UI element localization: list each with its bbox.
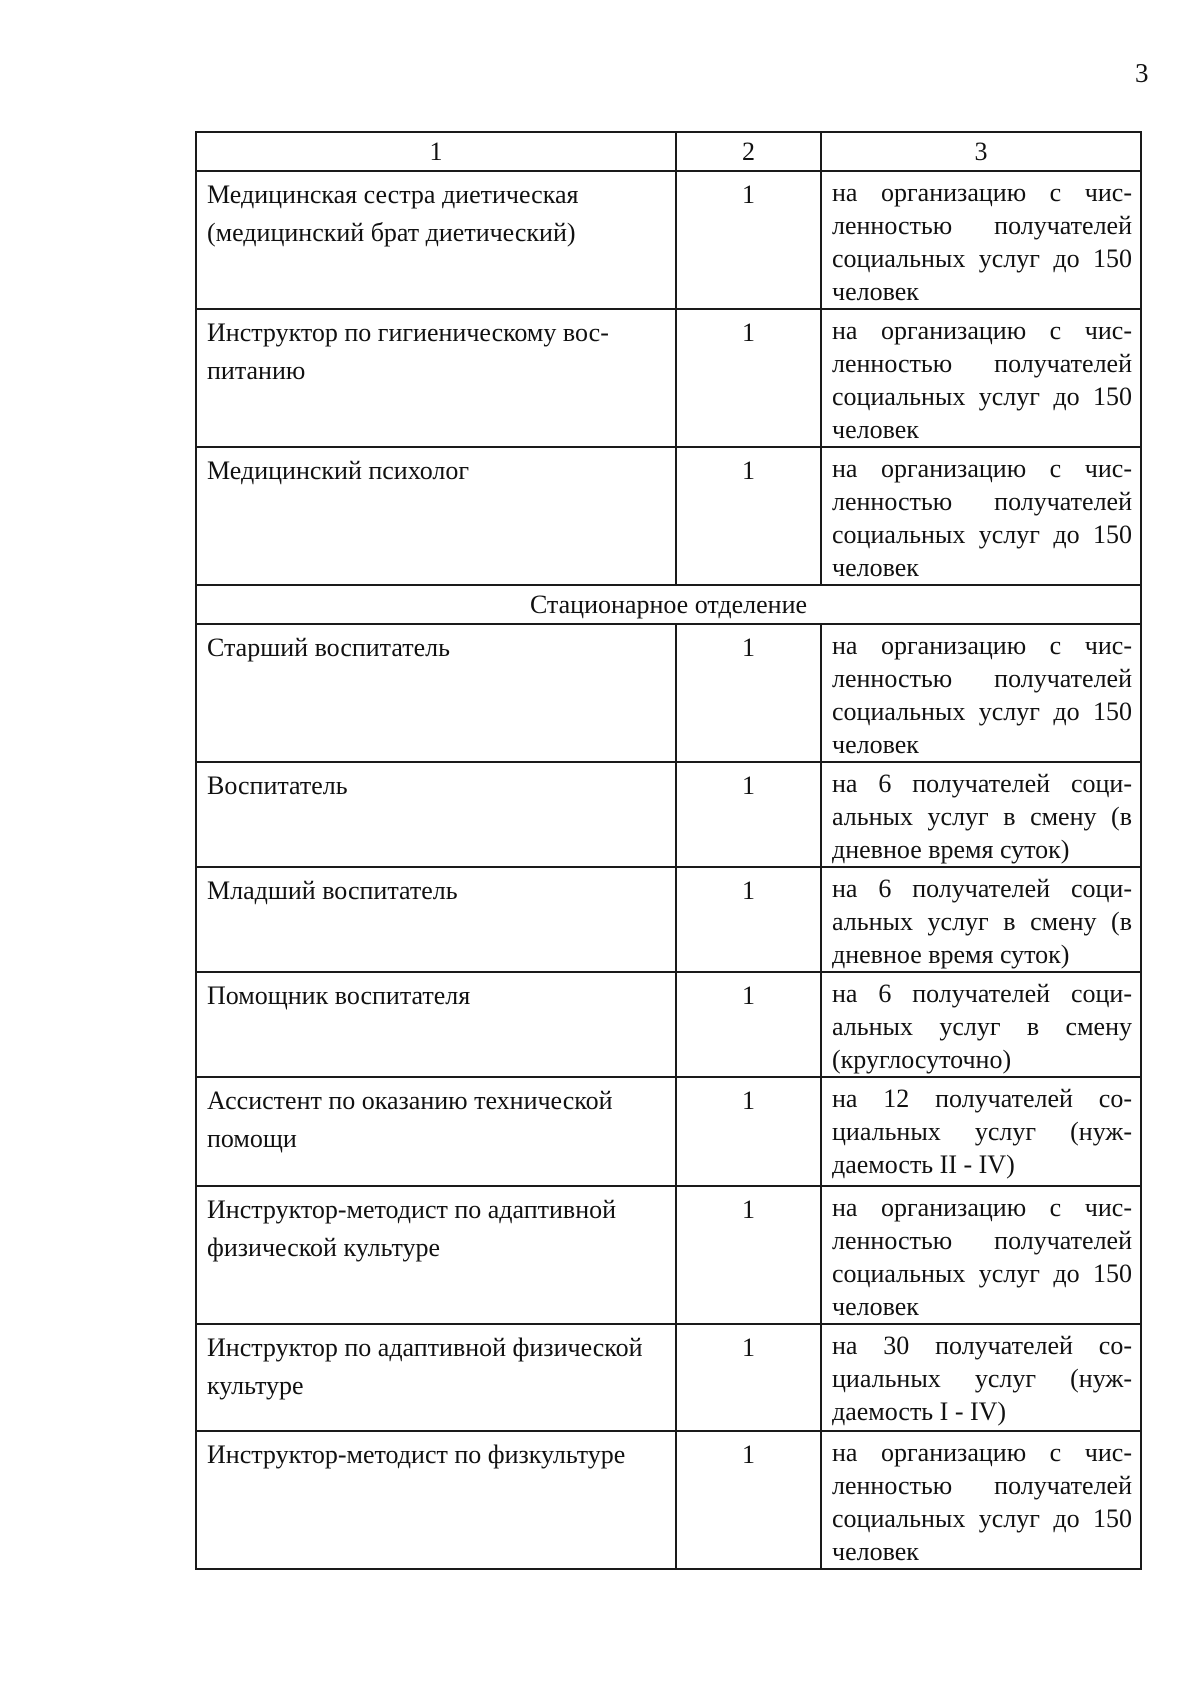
note-cell: на 30 получателей социальных услуг (нуждаемость I - IV): [821, 1324, 1141, 1431]
table-row: [196, 1431, 1141, 1569]
table-row: [196, 624, 1141, 762]
staffing-table: [195, 131, 1142, 1570]
position-cell: Младший воспитатель: [196, 867, 676, 972]
note-cell: на организацию с численностью получателей социальных услуг до 150 человек: [821, 1431, 1141, 1569]
table-row: [196, 447, 1141, 585]
count-cell: 1: [676, 447, 821, 585]
count-cell: 1: [676, 1324, 821, 1431]
table-row: [196, 867, 1141, 972]
count-cell: 1: [676, 867, 821, 972]
page-number: 3: [1135, 58, 1149, 88]
position-cell: Воспитатель: [196, 762, 676, 867]
table-header-row: [196, 132, 1141, 171]
position-cell: Инструктор по гигиеническому воспитанию: [196, 309, 676, 447]
header-col-1: 1: [196, 132, 676, 171]
position-cell: Инструктор по адаптивной физической культуре: [196, 1324, 676, 1431]
position-cell: Ассистент по оказанию технической помощи: [196, 1077, 676, 1186]
note-cell: на организацию с численностью получателей социальных услуг до 150 человек: [821, 171, 1141, 309]
table-row: [196, 762, 1141, 867]
table-row: [196, 1077, 1141, 1186]
note-cell: на организацию с численностью получателей социальных услуг до 150 человек: [821, 624, 1141, 762]
note-cell: на 12 получателей социальных услуг (нуждаемость II - IV): [821, 1077, 1141, 1186]
position-cell: Медицинская сестра диетическая (медицинский брат диетический): [196, 171, 676, 309]
section-title: Стационарное отделение: [196, 585, 1141, 624]
note-cell: на 6 получателей социальных услуг в смену (круглосуточно): [821, 972, 1141, 1077]
count-cell: 1: [676, 624, 821, 762]
count-cell: 1: [676, 762, 821, 867]
count-cell: 1: [676, 1077, 821, 1186]
count-cell: 1: [676, 171, 821, 309]
count-cell: 1: [676, 1186, 821, 1324]
header-col-3: 3: [821, 132, 1141, 171]
position-cell: Инструктор-методист по адаптивной физической культуре: [196, 1186, 676, 1324]
table-row: [196, 1186, 1141, 1324]
count-cell: 1: [676, 309, 821, 447]
position-cell: Инструктор-методист по физкультуре: [196, 1431, 676, 1569]
header-col-2: 2: [676, 132, 821, 171]
position-cell: Медицинский психолог: [196, 447, 676, 585]
note-cell: на организацию с численностью получателей социальных услуг до 150 человек: [821, 309, 1141, 447]
position-cell: Помощник воспитателя: [196, 972, 676, 1077]
note-cell: на организацию с численностью получателей социальных услуг до 150 человек: [821, 1186, 1141, 1324]
table-row: [196, 309, 1141, 447]
count-cell: 1: [676, 972, 821, 1077]
note-cell: на организацию с численностью получателей социальных услуг до 150 человек: [821, 447, 1141, 585]
section-row: [196, 585, 1141, 624]
note-cell: на 6 получателей социальных услуг в смену (в дневное время суток): [821, 867, 1141, 972]
table-row: [196, 171, 1141, 309]
position-cell: Старший воспитатель: [196, 624, 676, 762]
table-row: [196, 972, 1141, 1077]
note-cell: на 6 получателей социальных услуг в смену (в дневное время суток): [821, 762, 1141, 867]
table-row: [196, 1324, 1141, 1431]
count-cell: 1: [676, 1431, 821, 1569]
